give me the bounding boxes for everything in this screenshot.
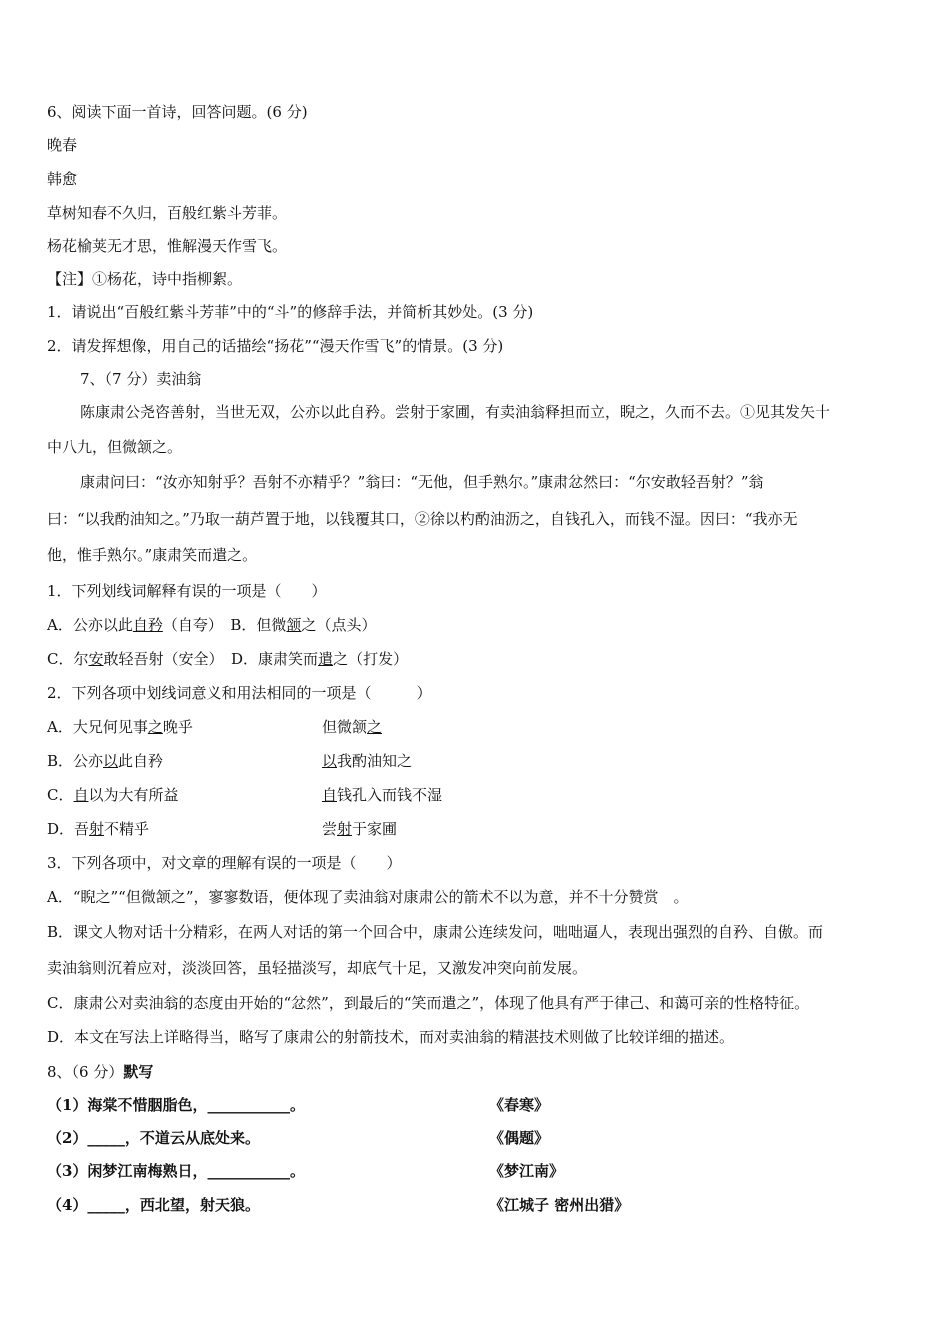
option-c-left-suffix: 以为大有所益 bbox=[88, 786, 179, 804]
q7-s3-stem: 3．下列各项中，对文章的理解有误的一项是（ ） bbox=[47, 854, 402, 872]
option-d-suffix: 之（打发） bbox=[333, 650, 409, 668]
option-c-right-suffix: 钱孔入而钱不湿 bbox=[337, 786, 443, 804]
option-b-left-prefix: B．公亦 bbox=[47, 752, 104, 770]
underlined-word: 安 bbox=[88, 650, 104, 668]
underlined-word: 之 bbox=[147, 718, 163, 736]
q6-sub-question-1: 1．请说出“百般红紫斗芳菲”中的“斗”的修辞手法，并简析其妙处。(3 分) bbox=[47, 303, 534, 321]
underlined-word: 遣 bbox=[318, 650, 334, 668]
dictation-item-1 bbox=[47, 1095, 907, 1115]
poem-line-2: 杨花榆荚无才思，惟解漫天作雪飞。 bbox=[47, 237, 288, 255]
dictation-item-4 bbox=[47, 1195, 907, 1215]
dictation-source: 《春寒》 bbox=[489, 1096, 550, 1114]
q7-s2-option-a bbox=[47, 717, 907, 737]
q7-s2-stem: 2．下列各项中划线词意义和用法相同的一项是（ ） bbox=[47, 684, 432, 702]
q7-s1-options-cd bbox=[47, 649, 408, 669]
underlined-word: 以 bbox=[322, 752, 338, 770]
option-a-left-prefix: A．大兄何见事 bbox=[47, 718, 148, 736]
option-d-left-suffix: 不精乎 bbox=[104, 820, 150, 838]
passage-para2-line1: 康肃问曰：“汝亦知射乎？吾射不亦精乎？”翁曰：“无他，但手熟尔。”康肃忿然曰：“尔安敢轻吾射？”翁 bbox=[80, 473, 764, 491]
q7-s3-option-b-line1: B．课文人物对话十分精彩，在两人对话的第一个回合中，康肃公连续发问，咄咄逼人，表现出强烈的自矜、自傲。而 bbox=[47, 923, 824, 941]
dictation-source: 《偶题》 bbox=[489, 1129, 550, 1147]
q8-header-title: 默写 bbox=[123, 1063, 154, 1081]
option-b-left-suffix: 此自矜 bbox=[118, 752, 164, 770]
option-c-suffix: 敢轻吾射（安全） bbox=[103, 650, 217, 668]
option-a-prefix: A．公亦以此 bbox=[47, 616, 133, 634]
underlined-word: 以 bbox=[103, 752, 119, 770]
option-b-prefix: B．但微 bbox=[230, 616, 287, 634]
q7-s2-option-d bbox=[47, 819, 907, 839]
option-a-right-prefix: 但微颔 bbox=[322, 718, 368, 736]
poem-line-1: 草树知春不久归，百般红紫斗芳菲。 bbox=[47, 204, 288, 222]
dictation-text: （2）_____，不道云从底处来。 bbox=[47, 1129, 260, 1147]
q8-header bbox=[47, 1062, 153, 1082]
dictation-item-2 bbox=[47, 1128, 907, 1148]
option-c-prefix: C．尔 bbox=[47, 650, 89, 668]
q7-s2-option-b bbox=[47, 751, 907, 771]
dictation-text: （3）闲梦江南梅熟日，___________。 bbox=[47, 1162, 305, 1180]
poem-title: 晚春 bbox=[47, 136, 78, 154]
poem-author: 韩愈 bbox=[47, 170, 78, 188]
q7-s3-option-b-line2: 卖油翁则沉着应对，淡淡回答，虽轻描淡写，却底气十足，又激发冲突向前发展。 bbox=[47, 959, 588, 977]
option-a-suffix: （自夸） bbox=[162, 616, 216, 634]
dictation-text: （1）海棠不惜胭脂色，___________。 bbox=[47, 1096, 305, 1114]
dictation-item-3 bbox=[47, 1161, 907, 1181]
underlined-word: 射 bbox=[89, 820, 105, 838]
option-c-left-prefix: C． bbox=[47, 786, 74, 804]
underlined-word: 射 bbox=[337, 820, 353, 838]
passage-para2-line3: 他，惟手熟尔。”康肃笑而遣之。 bbox=[47, 546, 258, 564]
q7-s3-option-a: A．“睨之”“但微颔之”，寥寥数语，便体现了卖油翁对康肃公的箭术不以为意，并不十分赞赏 。 bbox=[47, 888, 689, 906]
q7-s3-option-c: C．康肃公对卖油翁的态度由开始的“忿然”，到最后的“笑而遣之”，体现了他具有严于律己、和蔼可亲的性格特征。 bbox=[47, 994, 810, 1012]
q7-s3-option-d: D．本文在写法上详略得当，略写了康肃公的射箭技术，而对卖油翁的精湛技术则做了比较详细的描述。 bbox=[47, 1028, 735, 1046]
option-d-left-prefix: D．吾 bbox=[47, 820, 90, 838]
underlined-word: 之 bbox=[367, 718, 383, 736]
q7-s2-option-c bbox=[47, 785, 907, 805]
dictation-text: （4）_____，西北望，射天狼。 bbox=[47, 1196, 260, 1214]
q7-header: 7、（7 分）卖油翁 bbox=[80, 370, 202, 388]
q7-s1-stem: 1．下列划线词解释有误的一项是（ ） bbox=[47, 582, 327, 600]
poem-note: 【注】①杨花，诗中指柳絮。 bbox=[47, 270, 243, 288]
dictation-source: 《江城子 密州出猎》 bbox=[489, 1196, 630, 1214]
underlined-word: 自 bbox=[73, 786, 89, 804]
q6-header: 6、阅读下面一首诗，回答问题。(6 分) bbox=[47, 103, 308, 121]
option-d-prefix: D．康肃笑而 bbox=[231, 650, 319, 668]
underlined-word: 自 bbox=[322, 786, 338, 804]
option-d-right-suffix: 于家圃 bbox=[352, 820, 398, 838]
q7-s1-options-ab bbox=[47, 615, 376, 635]
option-b-suffix: 之（点头） bbox=[301, 616, 377, 634]
option-a-left-suffix: 晚乎 bbox=[162, 718, 193, 736]
q6-sub-question-2: 2．请发挥想像，用自己的话描绘“扬花”“漫天作雪飞”的情景。(3 分) bbox=[47, 337, 504, 355]
underlined-word: 颔 bbox=[286, 616, 302, 634]
underlined-word: 自矜 bbox=[132, 616, 163, 634]
passage-para1-line1: 陈康肃公尧咨善射，当世无双，公亦以此自矜。尝射于家圃，有卖油翁释担而立，睨之，久而不去。①见其发矢十 bbox=[80, 403, 831, 421]
passage-para2-line2: 曰：“以我酌油知之。”乃取一葫芦置于地，以钱覆其口，②徐以杓酌油沥之，自钱孔入，而钱不湿。因曰：“我亦无 bbox=[47, 510, 798, 528]
dictation-source: 《梦江南》 bbox=[489, 1162, 565, 1180]
option-d-right-prefix: 尝 bbox=[322, 820, 338, 838]
passage-para1-line2: 中八九，但微颔之。 bbox=[47, 438, 183, 456]
q8-header-number: 8、（6 分） bbox=[47, 1063, 124, 1081]
option-b-right-suffix: 我酌油知之 bbox=[337, 752, 413, 770]
